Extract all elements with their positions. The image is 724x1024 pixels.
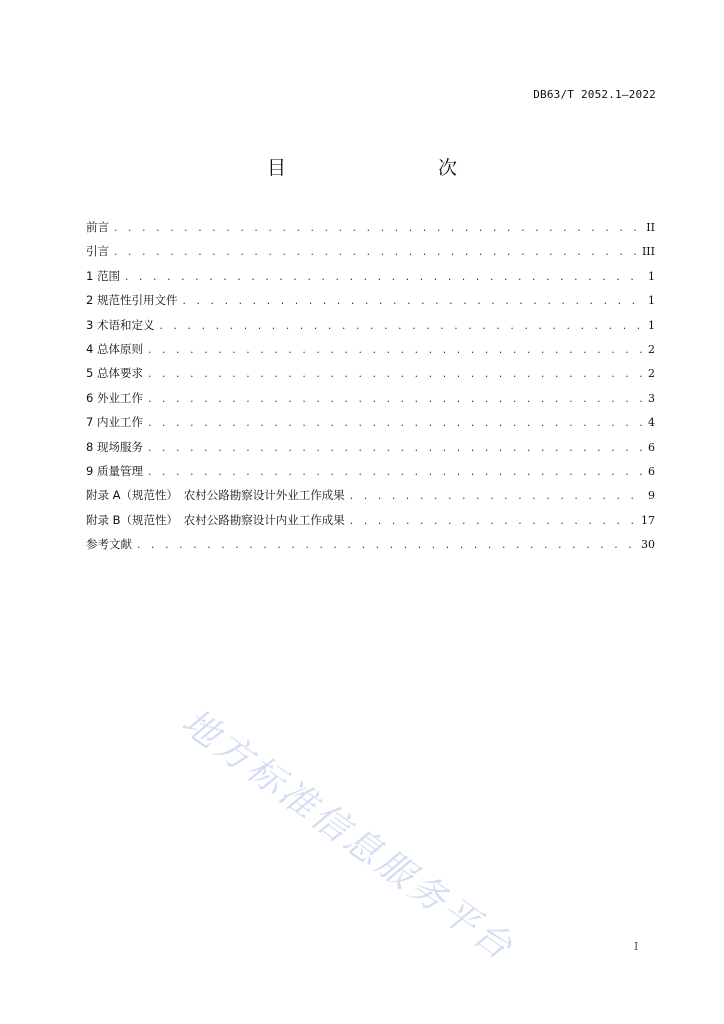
toc-leader-dots bbox=[349, 489, 642, 505]
toc-entry-label: 5 总体要求 bbox=[86, 366, 143, 381]
toc-entry[interactable] bbox=[86, 219, 655, 243]
toc-entry-label: 引言 bbox=[86, 244, 109, 259]
toc-leader-dots bbox=[113, 221, 640, 237]
toc-entry-page: 3 bbox=[648, 391, 655, 405]
toc-entry-label: 6 外业工作 bbox=[86, 390, 143, 405]
toc-entry[interactable] bbox=[86, 536, 655, 560]
toc-entry-label: 4 总体原则 bbox=[86, 341, 143, 356]
toc-entry-page: 17 bbox=[641, 513, 655, 527]
toc-entry-page: 2 bbox=[648, 342, 655, 356]
page-number: I bbox=[634, 940, 639, 953]
toc-entry-label: 1 范围 bbox=[86, 268, 120, 283]
toc-leader-dots bbox=[349, 514, 635, 530]
page-title: 目 次 bbox=[266, 157, 495, 179]
toc-leader-dots bbox=[147, 465, 642, 481]
toc-entry[interactable] bbox=[86, 487, 655, 511]
toc-entry-label: 2 规范性引用文件 bbox=[86, 293, 178, 308]
toc-entry[interactable] bbox=[86, 512, 655, 536]
toc-leader-dots bbox=[136, 538, 635, 554]
toc-entry-page: 2 bbox=[648, 367, 655, 381]
toc-entry-page: 9 bbox=[648, 489, 655, 503]
toc-leader-dots bbox=[158, 319, 642, 335]
toc-entry-page: 1 bbox=[648, 269, 655, 283]
toc-entry[interactable] bbox=[86, 317, 655, 341]
toc-entry-page: 1 bbox=[648, 294, 655, 308]
toc-entry-label: 参考文献 bbox=[86, 537, 132, 552]
toc-entry[interactable] bbox=[86, 341, 655, 365]
toc-entry-page: II bbox=[646, 221, 655, 234]
toc-entry-label: 3 术语和定义 bbox=[86, 317, 155, 332]
toc-entry[interactable] bbox=[86, 243, 655, 267]
toc-entry-page: 1 bbox=[648, 318, 655, 332]
toc-leader-dots bbox=[147, 343, 642, 359]
toc-entry-label: 附录 B（规范性） 农村公路勘察设计内业工作成果 bbox=[86, 512, 345, 527]
toc-entry-label: 前言 bbox=[86, 220, 109, 234]
toc-entry-label: 附录 A（规范性） 农村公路勘察设计外业工作成果 bbox=[86, 488, 345, 503]
toc-entry[interactable] bbox=[86, 439, 655, 463]
toc-leader-dots bbox=[147, 392, 642, 408]
toc-entry-label: 7 内业工作 bbox=[86, 415, 143, 430]
toc-leader-dots bbox=[147, 416, 642, 432]
toc-entry[interactable] bbox=[86, 414, 655, 438]
table-of-contents bbox=[86, 219, 655, 560]
toc-entry-page: 6 bbox=[648, 440, 655, 454]
toc-entry-page: 30 bbox=[641, 538, 655, 552]
toc-leader-dots bbox=[147, 441, 642, 457]
toc-leader-dots bbox=[181, 294, 642, 310]
toc-entry-page: III bbox=[641, 245, 655, 259]
toc-leader-dots bbox=[124, 270, 642, 286]
toc-entry[interactable] bbox=[86, 463, 655, 487]
toc-entry-page: 6 bbox=[648, 464, 655, 478]
toc-entry-label: 8 现场服务 bbox=[86, 439, 143, 454]
toc-entry[interactable] bbox=[86, 390, 655, 414]
toc-entry[interactable] bbox=[86, 292, 655, 316]
toc-entry-label: 9 质量管理 bbox=[86, 463, 143, 478]
toc-leader-dots bbox=[113, 245, 636, 261]
toc-leader-dots bbox=[147, 367, 642, 383]
watermark-text: 地方标准信息服务平台 bbox=[174, 701, 522, 970]
standard-code: DB63/T 2052.1—2022 bbox=[533, 88, 656, 101]
toc-entry[interactable] bbox=[86, 365, 655, 389]
toc-entry[interactable] bbox=[86, 268, 655, 292]
toc-entry-page: 4 bbox=[648, 416, 655, 430]
